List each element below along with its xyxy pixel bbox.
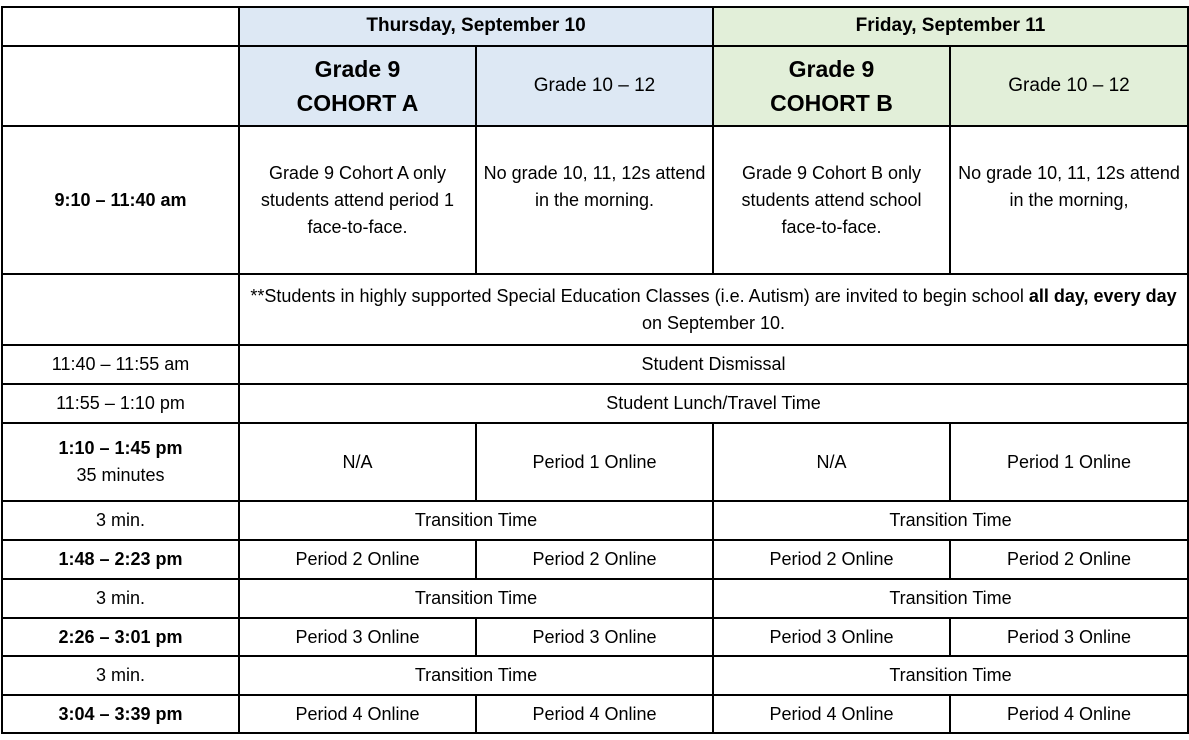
time-cell: 2:26 – 3:01 pm bbox=[2, 618, 239, 656]
special-education-note bbox=[239, 274, 1188, 345]
transition-row bbox=[2, 656, 1188, 695]
note-text-end: on September 10. bbox=[641, 313, 786, 333]
time-cell: 1:48 – 2:23 pm bbox=[2, 540, 239, 579]
group-grade-label: Grade 9 bbox=[314, 55, 401, 82]
morning-thu-upper: No grade 10, 11, 12s attend in the morning. bbox=[476, 126, 713, 274]
period-1-row bbox=[2, 423, 1188, 501]
lunch-row bbox=[2, 384, 1188, 423]
day-header-thursday: Thursday, September 10 bbox=[239, 7, 713, 46]
note-row bbox=[2, 274, 1188, 345]
corner-cell-2 bbox=[2, 46, 239, 126]
period-cell: Period 4 Online bbox=[476, 695, 713, 733]
transition-row bbox=[2, 579, 1188, 618]
day-header-friday: Friday, September 11 bbox=[713, 7, 1188, 46]
group-cohort-label: COHORT A bbox=[296, 90, 419, 116]
note-text: **Students in highly supported Special Education Classes (i.e. Autism) are invited to begin school bbox=[250, 286, 1029, 306]
group-grade-label: Grade 9 bbox=[788, 55, 875, 82]
note-time-cell bbox=[2, 274, 239, 345]
period-cell: Period 2 Online bbox=[950, 540, 1188, 579]
morning-thu-grade9: Grade 9 Cohort A only students attend period 1 face-to-face. bbox=[239, 126, 476, 274]
period-cell: Period 3 Online bbox=[713, 618, 950, 656]
time-cell: 9:10 – 11:40 am bbox=[2, 126, 239, 274]
group-header-thu-upper: Grade 10 – 12 bbox=[476, 46, 713, 126]
group-header-fri-grade9 bbox=[713, 46, 950, 126]
group-header-row bbox=[2, 46, 1188, 126]
period-time: 1:10 – 1:45 pm bbox=[58, 438, 183, 458]
period-duration: 35 minutes bbox=[76, 465, 165, 485]
period-cell: Period 1 Online bbox=[476, 423, 713, 501]
day-header-row bbox=[2, 7, 1188, 46]
lunch-label: Student Lunch/Travel Time bbox=[239, 384, 1188, 423]
corner-cell bbox=[2, 7, 239, 46]
transition-thu: Transition Time bbox=[239, 656, 713, 695]
period-cell: Period 3 Online bbox=[950, 618, 1188, 656]
time-cell: 11:40 – 11:55 am bbox=[2, 345, 239, 384]
time-cell: 11:55 – 1:10 pm bbox=[2, 384, 239, 423]
period-cell: N/A bbox=[713, 423, 950, 501]
group-header-thu-grade9 bbox=[239, 46, 476, 126]
transition-row bbox=[2, 501, 1188, 540]
morning-fri-upper: No grade 10, 11, 12s attend in the morning, bbox=[950, 126, 1188, 274]
time-cell: 3 min. bbox=[2, 501, 239, 540]
schedule-table bbox=[1, 6, 1189, 734]
period-4-row bbox=[2, 695, 1188, 733]
morning-fri-grade9: Grade 9 Cohort B only students attend school face-to-face. bbox=[713, 126, 950, 274]
transition-fri: Transition Time bbox=[713, 656, 1188, 695]
period-cell: Period 3 Online bbox=[239, 618, 476, 656]
dismissal-label: Student Dismissal bbox=[239, 345, 1188, 384]
period-3-row bbox=[2, 618, 1188, 656]
time-cell: 3 min. bbox=[2, 656, 239, 695]
period-cell: Period 3 Online bbox=[476, 618, 713, 656]
transition-thu: Transition Time bbox=[239, 501, 713, 540]
group-header-fri-upper: Grade 10 – 12 bbox=[950, 46, 1188, 126]
period-cell: Period 1 Online bbox=[950, 423, 1188, 501]
transition-thu: Transition Time bbox=[239, 579, 713, 618]
transition-fri: Transition Time bbox=[713, 501, 1188, 540]
transition-fri: Transition Time bbox=[713, 579, 1188, 618]
period-cell: Period 2 Online bbox=[713, 540, 950, 579]
dismissal-row bbox=[2, 345, 1188, 384]
morning-row bbox=[2, 126, 1188, 274]
period-cell: Period 2 Online bbox=[476, 540, 713, 579]
time-cell bbox=[2, 423, 239, 501]
period-cell: Period 4 Online bbox=[239, 695, 476, 733]
group-cohort-label: COHORT B bbox=[770, 90, 893, 116]
period-cell: Period 4 Online bbox=[950, 695, 1188, 733]
period-2-row bbox=[2, 540, 1188, 579]
period-cell: N/A bbox=[239, 423, 476, 501]
period-cell: Period 4 Online bbox=[713, 695, 950, 733]
time-cell: 3 min. bbox=[2, 579, 239, 618]
time-cell: 3:04 – 3:39 pm bbox=[2, 695, 239, 733]
note-emphasis: all day, every day bbox=[1028, 286, 1177, 306]
period-cell: Period 2 Online bbox=[239, 540, 476, 579]
